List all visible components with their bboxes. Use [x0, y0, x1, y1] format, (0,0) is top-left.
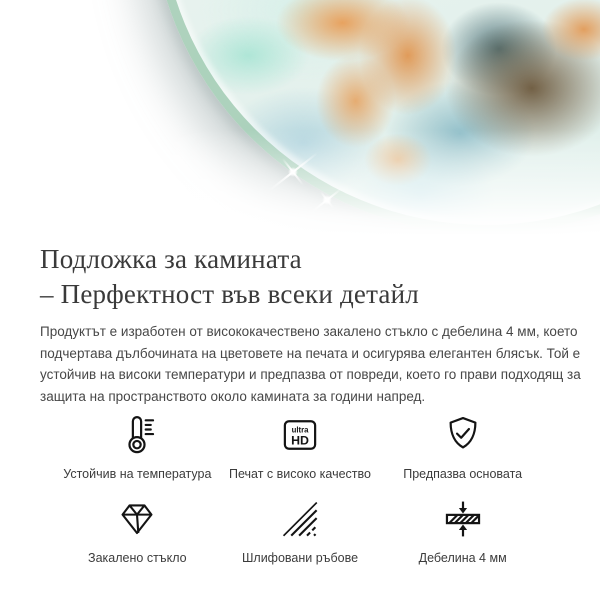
content-section: [0, 242, 600, 565]
shield-check-icon: [441, 413, 485, 457]
feature-label: Устойчив на температура: [63, 467, 212, 482]
feature-label: Предпазва основата: [403, 467, 523, 482]
feature-protects-base: [381, 413, 544, 481]
thermometer-icon: [115, 413, 159, 457]
feature-tempered-glass: [56, 497, 219, 565]
feature-temperature: [56, 413, 219, 481]
feature-label: Печат с високо качество: [229, 467, 371, 482]
polished-edges-icon: [279, 497, 321, 541]
svg-text:ultra: ultra: [291, 425, 309, 435]
page-title-line-1: Подложка за камината: [40, 244, 302, 274]
product-description: Продуктът е изработен от висококачествено закалено стъкло с дебелина 4 мм, което подчертава дълбочината на цветовете на печата и осигурява елегантен блясък. Той е устойчив на високи температури и предпазва от повреди, което го прави подходящ за защита на пространството около камината за години напред.: [40, 324, 581, 404]
glass-panel: [151, 0, 600, 234]
page-title: [40, 242, 560, 312]
ultra-hd-icon: [278, 413, 322, 457]
feature-label: Дебелина 4 мм: [418, 551, 507, 566]
page-title-line-2: – Перфектност във всеки детайл: [40, 279, 419, 309]
feature-label: Закалено стъкло: [88, 551, 187, 566]
hero-image: [0, 0, 600, 236]
diamond-icon: [116, 497, 158, 541]
feature-thickness: [381, 497, 544, 565]
thickness-icon: [441, 497, 485, 541]
feature-label: Шлифовани ръбове: [241, 551, 359, 566]
svg-text:HD: HD: [291, 434, 309, 448]
feature-print-quality: [219, 413, 382, 481]
feature-polished-edges: [219, 497, 382, 565]
features-grid: [40, 413, 560, 565]
